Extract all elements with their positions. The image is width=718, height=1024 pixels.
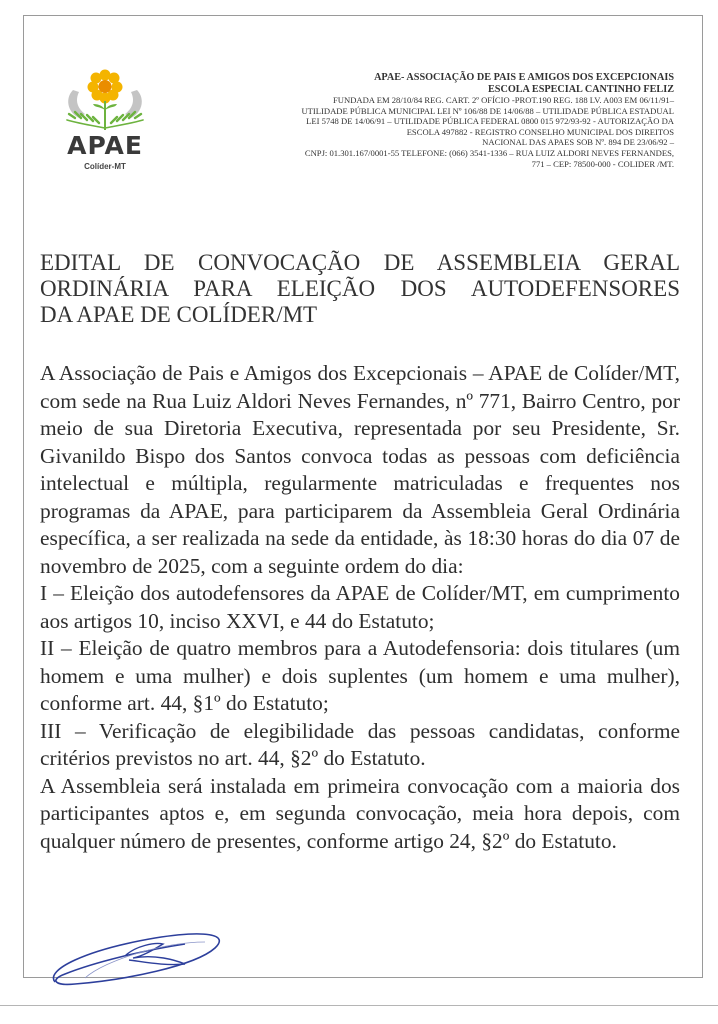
document-title (40, 250, 680, 328)
letterhead-line: NACIONAL DAS APAES SOB Nº. 894 DE 23/06/92 – (482, 137, 674, 148)
logo-city: Colíder-MT (84, 162, 126, 171)
closing-paragraph: A Assembleia será instalada em primeira convocação com a maioria dos participantes aptos e, em segunda convocação, meia hora depois, com qualquer número de presentes, conforme artigo 24, §2º do Estatuto. (40, 773, 680, 853)
school-name: ESCOLA ESPECIAL CANTINHO FELIZ (488, 83, 674, 95)
apae-logo (55, 68, 165, 178)
intro-paragraph: A Associação de Pais e Amigos dos Excepcionais – APAE de Colíder/MT, com sede na Rua Luiz Aldori Neves Fernandes, nº 771, Bairro Centro, por meio de sua Diretoria Executiva, representada por seu Presidente, Sr. Givanildo Bispo dos Santos convoca todas as pessoas com deficiência intelectual e múltipla, regularmente matriculadas e frequentes nos programas da APAE, para participarem da Assembleia Geral Ordinária específica, a ser realizada na sede da entidade, às 18:30 horas do dia 07 de novembro de 2025, com a seguinte ordem do dia: (40, 361, 680, 578)
agenda-item: I – Eleição dos autodefensores da APAE de Colíder/MT, em cumprimento aos artigos 10, inciso XXVI, e 44 do Estatuto; (40, 581, 680, 633)
document-body (40, 360, 680, 855)
org-name: APAE- ASSOCIAÇÃO DE PAIS E AMIGOS DOS EXCEPCIONAIS (374, 72, 674, 83)
title-line: ORDINÁRIA PARA ELEIÇÃO DOS AUTODEFENSORES (40, 276, 680, 301)
agenda-item: III – Verificação de elegibilidade das pessoas candidatas, conforme critérios previstos no art. 44, §2º do Estatuto. (40, 718, 680, 770)
letterhead-line: LEI 5748 DE 14/06/91 – UTILIDADE PÚBLICA FEDERAL 0800 015 972/93-92 - AUTORIZAÇÃO DA (306, 116, 674, 127)
letterhead-line: ESCOLA 497882 - REGISTRO CONSELHO MUNICIPAL DOS DIREITOS (406, 126, 674, 137)
letterhead-line: UTILIDADE PÚBLICA MUNICIPAL LEI Nº 106/88 DE 14/06/88 – UTILIDADE PÚBLICA ESTADUAL (301, 105, 674, 116)
letterhead-line: FUNDADA EM 28/10/84 REG. CART. 2º OFÍCIO -PROT.190 REG. 188 LV. A003 EM 06/11/91– (333, 95, 674, 105)
letterhead-line: CNPJ: 01.301.167/0001-55 TELEFONE: (066) 3541-1336 – RUA LUIZ ALDORI NEVES FERNANDES, (304, 147, 674, 158)
letterhead-line: 771 – CEP: 78500-000 - COLIDER /MT. (531, 158, 674, 169)
page-bottom-rule (0, 1005, 718, 1006)
title-line: DA APAE DE COLÍDER/MT (40, 302, 318, 327)
letterhead (234, 72, 674, 169)
flower-hands-emblem-icon (55, 68, 155, 132)
logo-wordmark: APAE (67, 131, 143, 160)
agenda-item: II – Eleição de quatro membros para a Autodefensoria: dois titulares (um homem e uma mulher) e dois suplentes (um homem e uma mulher), conforme art. 44, §1º do Estatuto; (40, 636, 680, 715)
title-line: EDITAL DE CONVOCAÇÃO DE ASSEMBLEIA GERAL (40, 250, 680, 275)
signature-icon (45, 920, 245, 990)
